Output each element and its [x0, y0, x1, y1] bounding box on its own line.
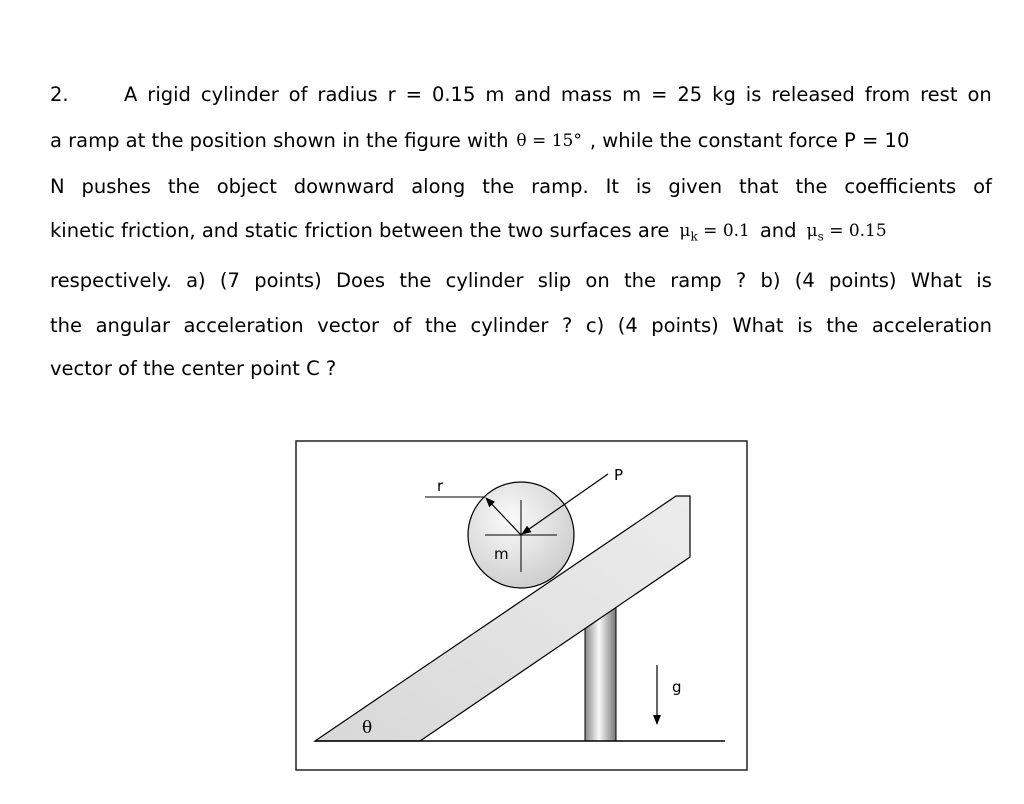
problem-text: and: [759, 219, 797, 242]
problem-text: N pushes the object downward along the ramp. It is given that the coefficients of: [50, 175, 992, 198]
mu-s-expression: $\mu_s = 0.15$: [806, 221, 887, 244]
problem-text: a ramp at the position shown in the figure with: [50, 129, 509, 152]
problem-text: , while the constant force P = 10: [589, 129, 910, 152]
problem-text: respectively. a) (7 points) Does the cylinder slip on the ramp ? b) (4 points) What is: [50, 269, 992, 292]
mu-k-expression: $\mu_k = 0.1$: [679, 221, 750, 244]
problem-number: 2.: [50, 83, 69, 106]
label-m: m: [494, 545, 509, 563]
problem-text: kinetic friction, and static friction between the two surfaces are: [50, 219, 670, 242]
label-g: g: [672, 678, 682, 696]
label-r: r: [437, 477, 444, 495]
problem-text: A rigid cylinder of radius r = 0.15 m and mass m = 25 kg is released from rest on: [124, 83, 992, 106]
problem-text: vector of the center point C ?: [50, 357, 337, 380]
label-theta: θ: [362, 718, 373, 738]
theta-expression: θ = 15°: [516, 131, 582, 151]
problem-text: the angular acceleration vector of the cylinder ? c) (4 points) What is the acceleration: [50, 314, 992, 337]
label-p: P: [614, 466, 624, 484]
